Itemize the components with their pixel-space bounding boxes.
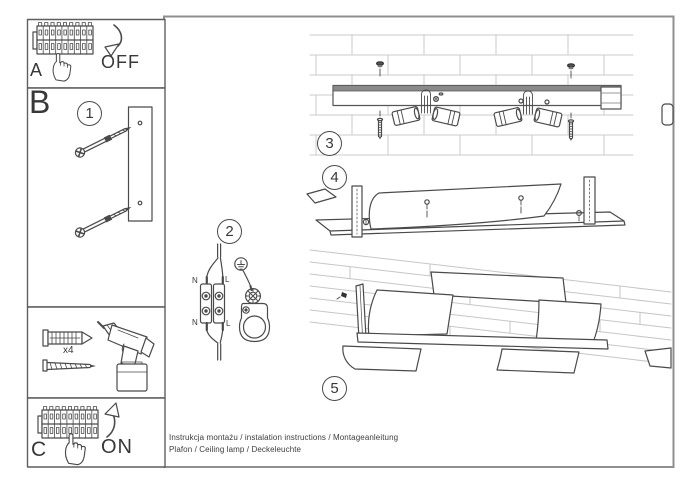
screw-icon (377, 118, 382, 139)
screw-icon (341, 292, 347, 298)
step-number-3: 3 (317, 131, 342, 156)
ground-screw-icon (246, 289, 261, 304)
step-number-5: 5 (322, 376, 347, 401)
page-frame (164, 17, 674, 468)
footer-line-1: Instrukcja montażu / instalation instructions / Montageanleitung (169, 433, 399, 442)
off-label: OFF (101, 52, 140, 72)
washer-icon (377, 62, 384, 68)
lamp-panel (497, 349, 579, 373)
lamp-panel (343, 346, 421, 371)
wire-label-n-bottom: N (192, 318, 198, 327)
footer-line-2: Plafon / Ceiling lamp / Deckeleuchte (169, 445, 302, 454)
washer-icon (568, 64, 575, 70)
lamp-panel (645, 348, 671, 368)
anchor-quantity-label: x4 (63, 345, 74, 356)
wire-label-l-bottom: L (226, 319, 231, 328)
panel-c-label: C (31, 438, 47, 461)
step-number-2: 2 (217, 219, 242, 244)
wire-label-l-top: L (225, 275, 230, 284)
on-label: ON (101, 436, 133, 458)
step2-wiring-drawing (201, 244, 270, 360)
earth-symbol-icon (235, 258, 247, 270)
mounting-bar (333, 86, 621, 92)
screw-icon (568, 120, 573, 141)
step4-drawing (307, 177, 625, 237)
wire-label-n-top: N (192, 276, 198, 285)
step-number-1: 1 (77, 101, 102, 126)
lamp-panel (368, 290, 453, 336)
section-b-label: B (29, 84, 51, 120)
step5-drawing (310, 250, 671, 373)
ground-lug-icon (240, 304, 270, 342)
step-number-4: 4 (322, 165, 347, 190)
panel-a-label: A (30, 60, 43, 80)
step3-drawing (310, 35, 673, 155)
